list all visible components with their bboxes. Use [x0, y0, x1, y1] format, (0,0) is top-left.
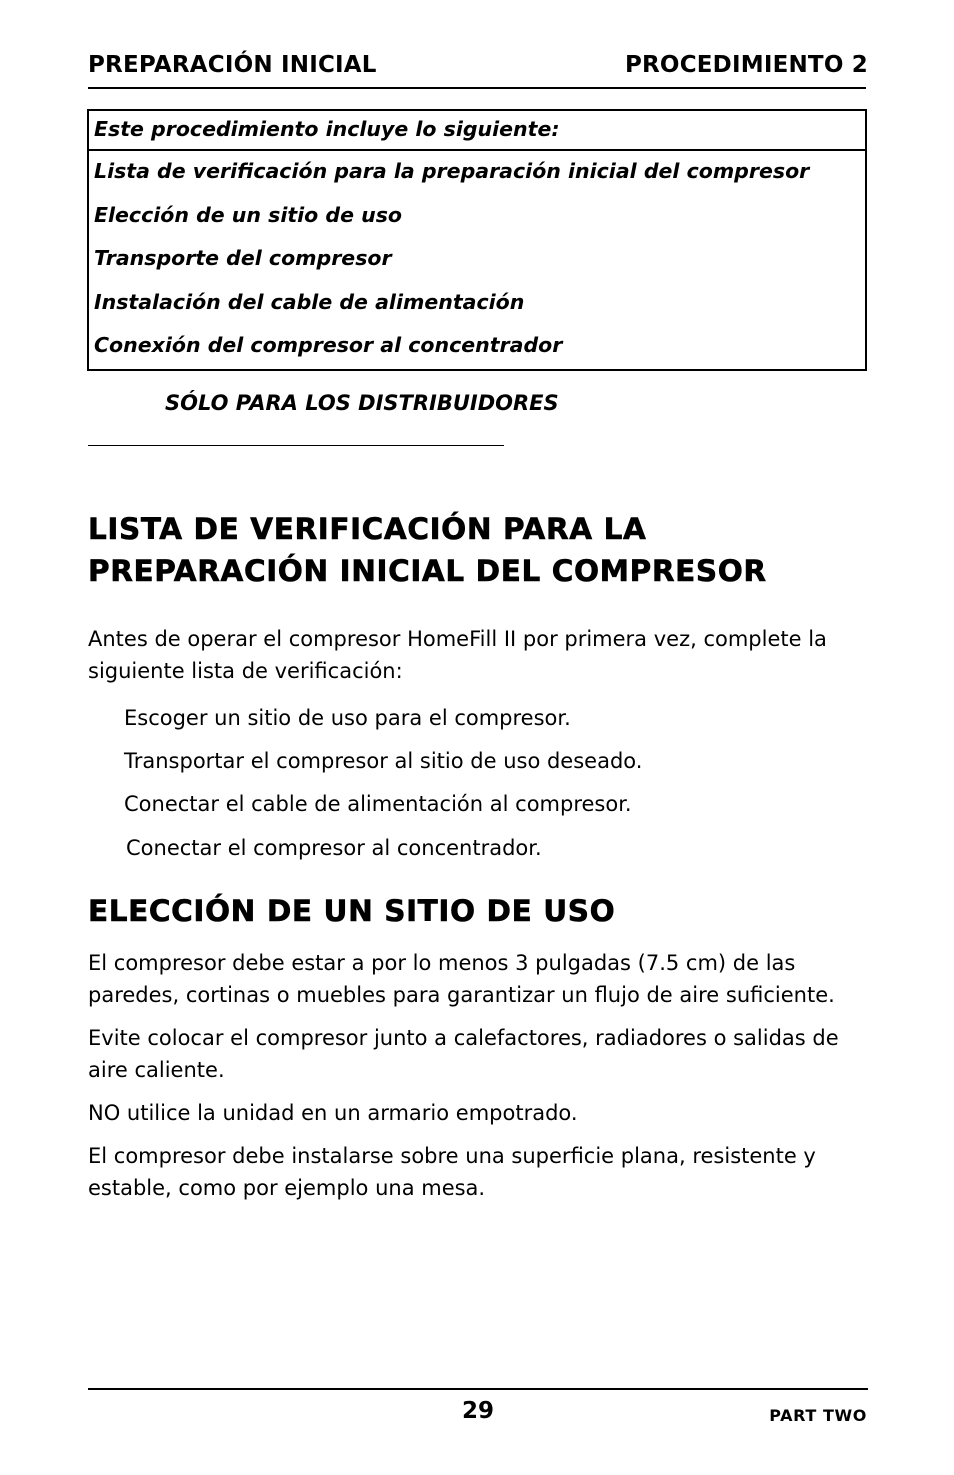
checklist-item: Transportar el compresor al sitio de uso deseado.	[124, 749, 643, 773]
checklist-item: Escoger un sitio de uso para el compresor.	[124, 706, 571, 730]
section1-title-line2: PREPARACIÓN INICIAL DEL COMPRESOR	[88, 554, 767, 588]
header-procedure-number: PROCEDIMIENTO 2	[624, 52, 868, 78]
checklist-item: Conectar el compresor al concentrador.	[126, 836, 542, 860]
procedure-item: Elección de un sitio de uso	[94, 203, 402, 227]
footer-divider	[88, 1388, 868, 1390]
section2-paragraph: El compresor debe estar a por lo menos 3 pulgadas (7.5 cm) de las paredes, cortinas o muebles para garantizar un flujo de aire suficiente.	[88, 951, 835, 1007]
section1-intro: Antes de operar el compresor HomeFill II por primera vez, complete la siguiente lista de verificación:	[88, 627, 827, 683]
section2-paragraph: Evite colocar el compresor junto a calefactores, radiadores o salidas de aire caliente.	[88, 1026, 839, 1082]
procedure-summary-box	[87, 109, 867, 371]
part-label: PART TWO	[769, 1406, 867, 1425]
procedure-item: Instalación del cable de alimentación	[94, 290, 525, 314]
procedure-box-heading-row	[89, 111, 865, 151]
procedure-item: Lista de verificación para la preparación inicial del compresor	[94, 159, 810, 183]
dealers-divider	[88, 445, 504, 446]
header-section-title: PREPARACIÓN INICIAL	[88, 52, 377, 78]
section1-title-line1: LISTA DE VERIFICACIÓN PARA LA	[88, 512, 647, 546]
procedure-box-heading: Este procedimiento incluye lo siguiente:	[94, 117, 560, 141]
procedure-item: Transporte del compresor	[94, 246, 392, 270]
section2-paragraph: NO utilice la unidad en un armario empotrado.	[88, 1101, 578, 1125]
section2-title: ELECCIÓN DE UN SITIO DE USO	[88, 894, 616, 928]
checklist-item: Conectar el cable de alimentación al compresor.	[124, 792, 632, 816]
dealers-only-note: SÓLO PARA LOS DISTRIBUIDORES	[165, 391, 559, 415]
section2-paragraph: El compresor debe instalarse sobre una superficie plana, resistente y estable, como por ejemplo una mesa.	[88, 1144, 816, 1200]
page-number: 29	[462, 1398, 495, 1424]
procedure-item: Conexión del compresor al concentrador	[94, 333, 563, 357]
header-divider	[88, 87, 866, 89]
